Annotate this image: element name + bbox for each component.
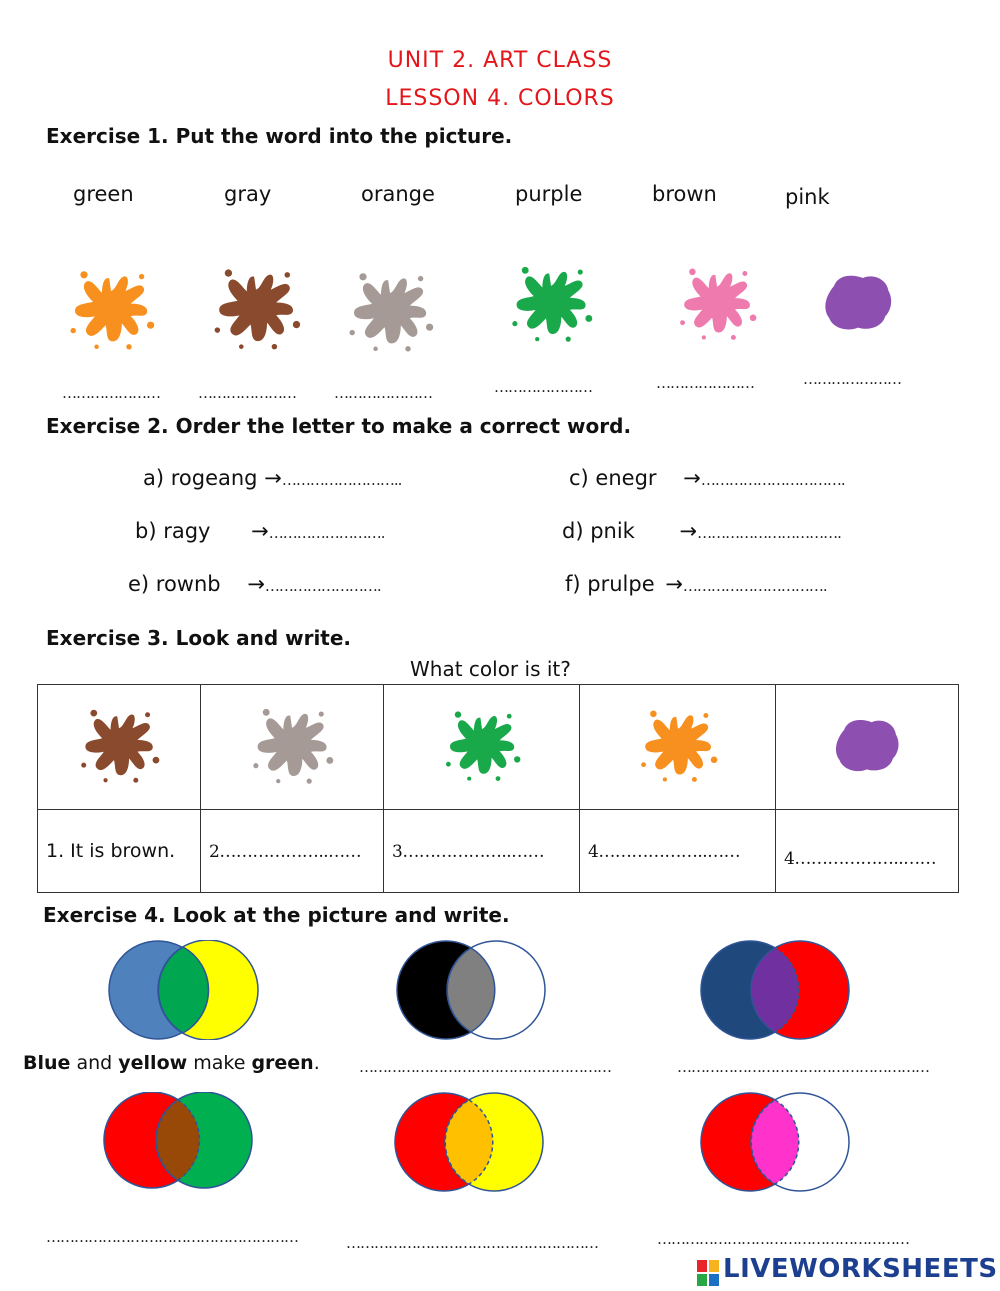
answer-blank[interactable]: 4………………..…… xyxy=(588,842,741,862)
scramble-e xyxy=(128,572,381,596)
gray-splash-icon xyxy=(248,702,336,788)
scramble-b-blank[interactable]: ……………………. xyxy=(268,524,385,542)
green-splash-icon xyxy=(440,705,524,785)
example-color-3: green xyxy=(251,1052,314,1074)
answer-blank-6[interactable]: ………………… xyxy=(803,370,901,388)
answer-blank-2[interactable]: ………………… xyxy=(198,384,296,402)
answer-blank[interactable]: 4………………..…… xyxy=(784,849,937,869)
venn-black-white xyxy=(388,940,558,1040)
scramble-e-label: e) rownb xyxy=(128,572,221,596)
purple-blob-icon xyxy=(824,707,910,783)
lesson-title: LESSON 4. COLORS xyxy=(385,86,615,111)
word-pink: pink xyxy=(785,185,830,209)
table-answer-4[interactable] xyxy=(580,810,776,893)
green-splash-icon xyxy=(508,260,594,346)
arrow-icon: → xyxy=(683,466,701,490)
answer-blank-5[interactable]: ………………… xyxy=(656,374,754,392)
scramble-d-label: d) pnik xyxy=(562,519,635,543)
example-and: and xyxy=(76,1052,113,1074)
scramble-b-label: b) ragy xyxy=(135,519,211,543)
table-answer-5[interactable] xyxy=(776,810,959,893)
scramble-c-label: c) enegr xyxy=(569,466,657,490)
arrow-icon: → xyxy=(264,466,282,490)
brown-splash-icon xyxy=(210,262,302,354)
venn-blue-yellow xyxy=(100,940,270,1040)
arrow-icon: → xyxy=(665,572,683,596)
venn-red-white xyxy=(692,1092,862,1192)
venn-answer-blank-2[interactable]: ……………………………………………… xyxy=(359,1058,611,1076)
example-color-1: Blue xyxy=(23,1052,71,1074)
table-cell-image xyxy=(201,685,384,810)
scramble-f-blank[interactable]: …………………………. xyxy=(682,577,827,595)
scramble-d-blank[interactable]: …………………………. xyxy=(697,524,841,542)
example-sentence xyxy=(23,1052,320,1074)
scramble-f xyxy=(565,572,827,596)
table-cell-image xyxy=(776,685,959,810)
scramble-b xyxy=(135,519,385,543)
scramble-c xyxy=(569,466,845,490)
venn-navy-red xyxy=(692,940,862,1040)
scramble-e-blank[interactable]: ……………………. xyxy=(264,577,381,595)
answer-blank[interactable]: 3………………..…… xyxy=(392,842,545,862)
venn-red-green xyxy=(94,1092,264,1192)
arrow-icon: → xyxy=(251,519,269,543)
venn-answer-blank-5[interactable]: ……………………………………………… xyxy=(346,1234,598,1252)
answer-example: 1. It is brown. xyxy=(46,840,176,862)
word-brown: brown xyxy=(652,182,717,206)
table-cell-image xyxy=(580,685,776,810)
table-answer-2[interactable] xyxy=(201,810,384,893)
answer-blank[interactable]: 2………………..…… xyxy=(209,842,362,862)
gray-splash-icon xyxy=(344,266,436,356)
exercise2-heading: Exercise 2. Order the letter to make a correct word. xyxy=(46,414,632,438)
table-answer-3[interactable] xyxy=(384,810,580,893)
scramble-a xyxy=(143,466,401,490)
arrow-icon: → xyxy=(679,519,698,543)
logo-text: LIVEWORKSHEETS xyxy=(723,1254,998,1284)
venn-answer-blank-6[interactable]: ……………………………………………… xyxy=(657,1230,909,1248)
scramble-f-label: f) prulpe xyxy=(565,572,655,596)
word-orange: orange xyxy=(361,182,435,206)
table-cell-image xyxy=(384,685,580,810)
venn-answer-blank-3[interactable]: ……………………………………………… xyxy=(677,1058,929,1076)
table-cell-image xyxy=(38,685,201,810)
scramble-a-blank[interactable]: …………………….. xyxy=(281,471,402,489)
example-period: . xyxy=(313,1052,320,1074)
table-answer-1 xyxy=(38,810,201,893)
orange-splash-icon xyxy=(635,704,721,786)
brown-splash-icon xyxy=(77,703,161,787)
venn-answer-blank-4[interactable]: ……………………………………………… xyxy=(46,1228,298,1246)
color-table xyxy=(37,684,959,893)
word-purple: purple xyxy=(515,182,583,206)
answer-blank-3[interactable]: ………………… xyxy=(334,384,432,402)
scramble-c-blank[interactable]: …………………………. xyxy=(700,471,845,489)
exercise3-heading: Exercise 3. Look and write. xyxy=(46,626,352,650)
answer-blank-1[interactable]: ………………… xyxy=(62,384,160,402)
pink-splash-icon xyxy=(672,262,762,344)
exercise4-heading: Exercise 4. Look at the picture and write. xyxy=(43,903,510,927)
word-gray: gray xyxy=(224,182,272,206)
unit-title: UNIT 2. ART CLASS xyxy=(387,48,613,73)
exercise1-heading: Exercise 1. Put the word into the picture. xyxy=(46,124,513,148)
liveworksheets-logo xyxy=(697,1254,998,1286)
venn-red-yellow xyxy=(386,1092,556,1192)
answer-blank-4[interactable]: ………………… xyxy=(494,378,592,396)
example-make: make xyxy=(193,1052,246,1074)
word-green: green xyxy=(73,182,134,206)
scramble-d xyxy=(562,519,841,543)
scramble-a-label: a) rogeang xyxy=(143,466,258,490)
example-color-2: yellow xyxy=(118,1052,188,1074)
logo-blocks-icon xyxy=(697,1260,719,1286)
arrow-icon: → xyxy=(247,572,265,596)
purple-blob-icon xyxy=(815,262,901,342)
orange-splash-icon xyxy=(66,264,156,354)
exercise3-question: What color is it? xyxy=(410,657,571,681)
